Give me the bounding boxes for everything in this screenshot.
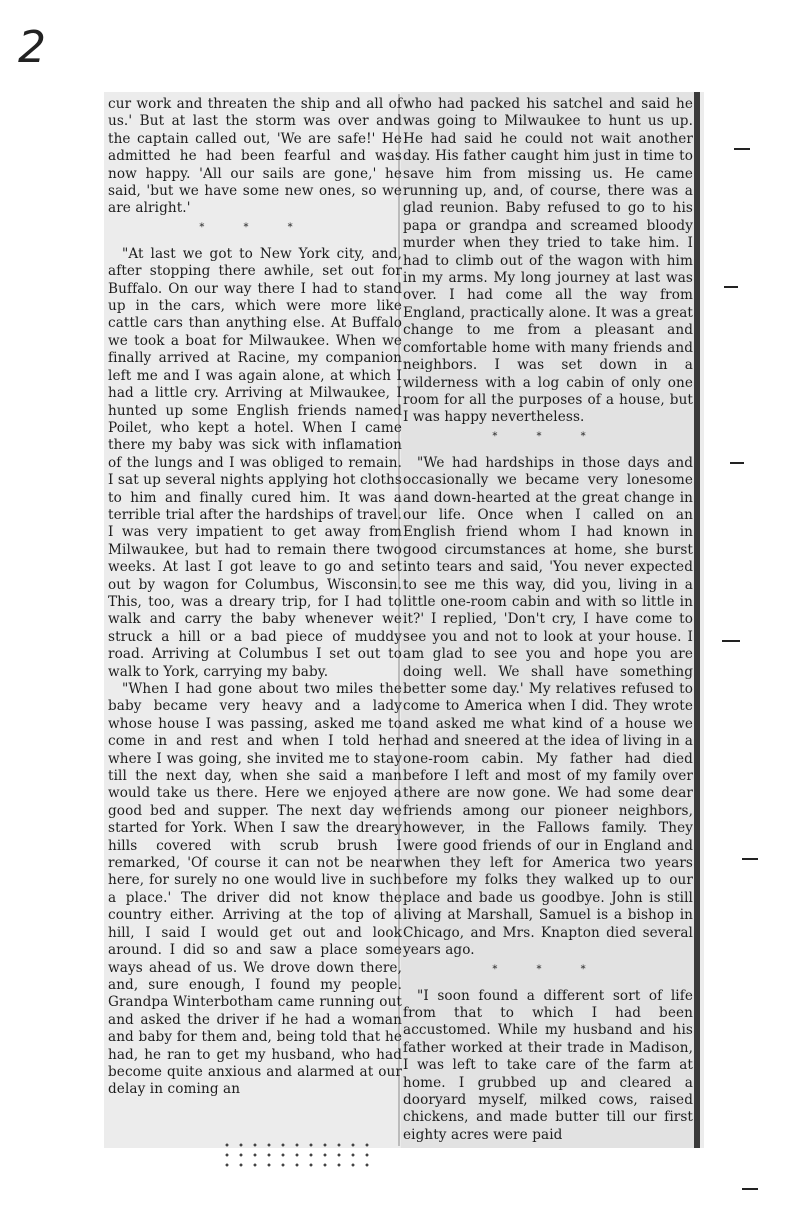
margin-mark [742,1188,758,1190]
section-separator: * * * [492,963,604,975]
print-specks [220,1140,370,1170]
section-separator: * * * [492,430,604,442]
margin-mark [742,858,758,860]
margin-mark [734,148,750,150]
paragraph: who had packed his satchel and said he was going to Milwaukee to hunt us up. He had said he could not wait another day. His father caught him just in time to save him from missing us. He came running up, and, of course, there was a glad reunion. Baby refused to go to his papa or grandpa and screamed bloody murder when they tried to take him. I had to climb out of the wagon with him in my arms. My long journey at last was over. I had come all the way from England, practically alone. It was a great change to me from a pleasant and comfortable home with many friends and neighbors. I was set down in a wilderness with a log cabin of only one room for all the purposes of a house, but I was happy nevertheless. [403,96,693,426]
left-column [108,96,402,1099]
margin-mark [722,640,740,642]
right-column [403,96,693,1144]
paragraph: "I soon found a different sort of life from that to which I had been accustomed. While my husband and his father worked at their trade in Madison, I was left to take care of the farm at home. I grubbed up and cleared a dooryard myself, milked cows, raised chickens, and made butter till our first eighty acres were paid [403,987,693,1143]
margin-mark [730,462,744,464]
paragraph: "At last we got to New York city, and, after stopping there awhile, set out for Buffalo. On our way there I had to stand up in the cars, which were more like cattle cars than anything else. At Buffalo we took a boat for Milwaukee. When we finally arrived at Racine, my companion left me and I was again alone, at which I had a little cry. Arriving at Milwaukee, I hunted up some English friends named Poilet, who kept a hotel. When I came there my baby was sick with inflamation of the lungs and I was obliged to remain. I sat up several nights applying hot cloths to him and finally cured him. It was a terrible trial after the hardships of travel. I was very impatient to get away from Milwaukee, but had to remain there two weeks. At last I got leave to go and set out by wagon for Columbus, Wisconsin. This, too, was a dreary trip, for I had to walk and carry the baby whenever we struck a hill or a bad piece of muddy road. Arriving at Columbus I set out to walk to York, carrying my baby. [108,245,402,680]
paragraph: "We had hardships in those days and occasionally we became very lonesome and down-hearted at the great change in our life. Once when I called on an English friend whom I had known in good circumstances at home, she burst into tears and said, 'You never expected to see me this way, did you, living in a little one-room cabin and with so little in it?' I replied, 'Don't cry, I have come to see you and not to look at your house. I am glad to see you and hope you are doing well. We shall have something better some day.' My relatives refused to come to America when I did. They wrote and asked me what kind of a house we had and sneered at the idea of living in a one-room cabin. My father had died before I left and most of my family over there are now gone. We had some dear friends among our pioneer neighbors, however, in the Fallows family. They were good friends of our in England and when they left for America two years before my folks they walked up to our place and bade us goodbye. John is still living at Marshall, Samuel is a bishop in Chicago, and Mrs. Knapton died several years ago. [403,454,693,959]
page-number: 2 [18,22,46,73]
section-separator: * * * [199,221,311,233]
paragraph: cur work and threaten the ship and all of us.' But at last the storm was over and the captain called out, 'We are safe!' He admitted he had been fearful and was now happy. 'All our sails are gone,' he said, 'but we have some new ones, so we are alright.' [108,96,402,217]
margin-mark [724,286,738,288]
clipping-edge [694,92,700,1148]
paragraph: "When I had gone about two miles the baby became very heavy and a lady whose house I was passing, asked me to come in and rest and when I told her where I was going, she invited me to stay till the next day, when she said a man would take us there. Here we enjoyed a good bed and supper. The next day we started for York. When I saw the dreary hills covered with scrub brush I remarked, 'Of course it can not be near here, for surely no one would live in such a place.' The driver did not know the country either. Arriving at the top of a hill, I said I would get out and look around. I did so and saw a place some ways ahead of us. We drove down there, and, sure enough, I found my people. Grandpa Winterbotham came running out and asked the driver if he had a woman and baby for them and, being told that he had, he ran to get my husband, who had become quite anxious and alarmed at our delay in coming an [108,681,402,1098]
